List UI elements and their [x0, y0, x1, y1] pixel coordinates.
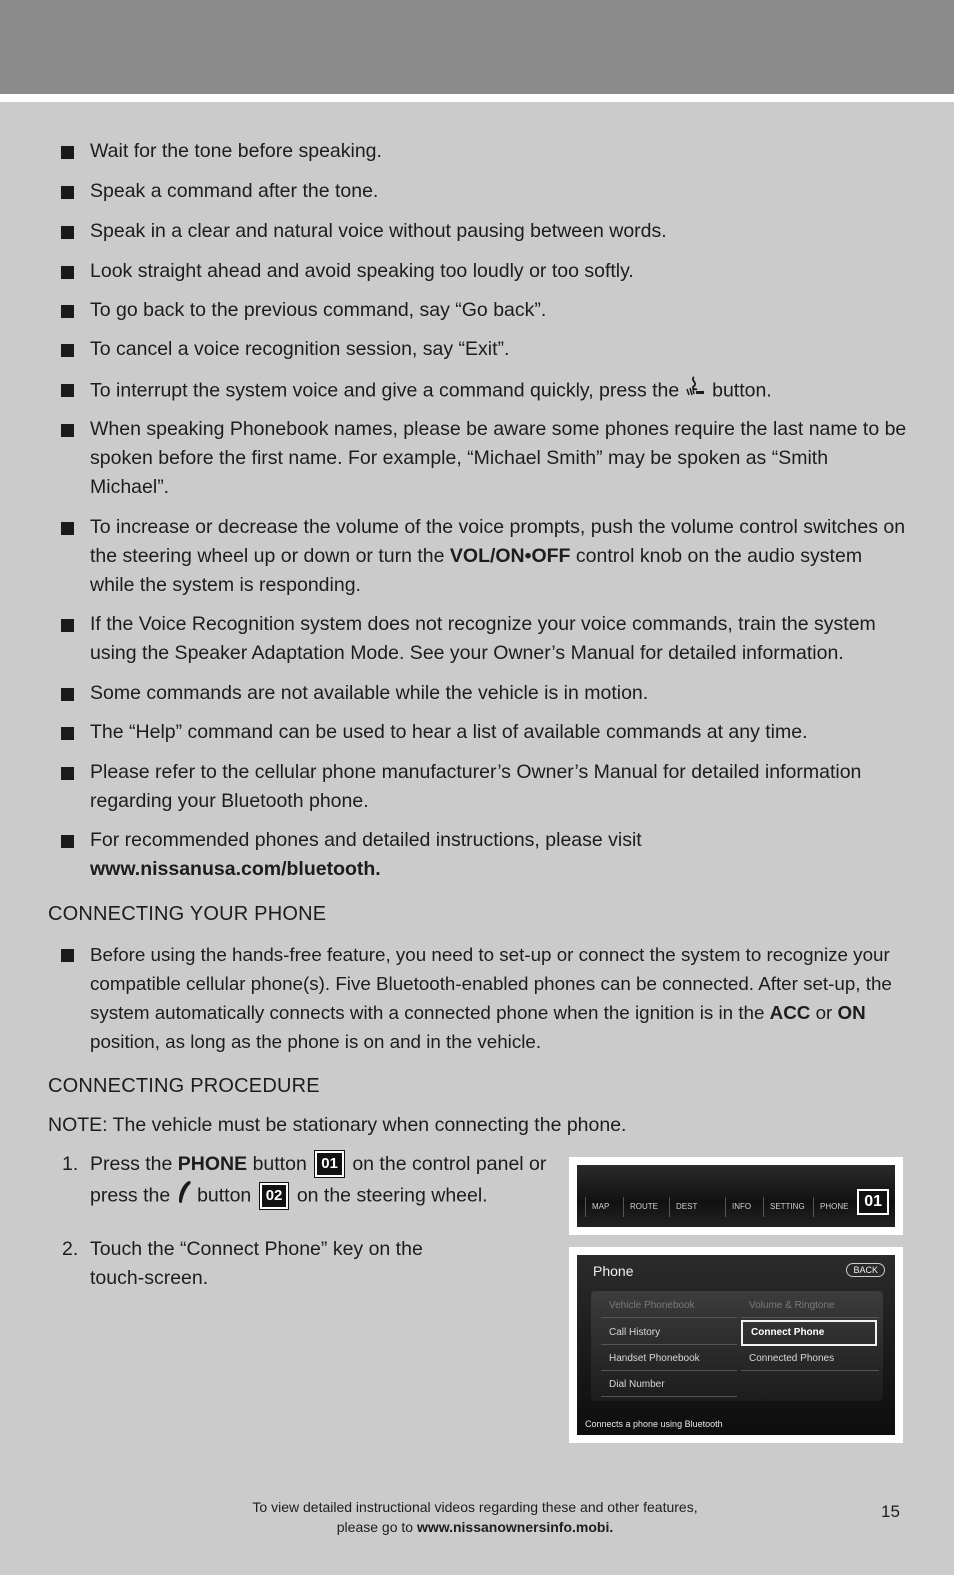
tip-bullet: [90, 940, 905, 1056]
tip-bullet: If the Voice Recognition system does not recognize your voice commands, train the system using the Speaker Adaptation Mode. See your Owner’s Manual for detailed information.: [90, 610, 910, 668]
section-heading-procedure: CONNECTING PROCEDURE: [48, 1075, 320, 1097]
menu-item-handset-phonebook: Handset Phonebook: [601, 1348, 737, 1371]
control-panel-image: [569, 1157, 903, 1235]
callout-badge-02: 02: [260, 1183, 289, 1209]
tip-bullet: [90, 375, 910, 408]
bluetooth-link[interactable]: www.nissanusa.com/bluetooth.: [90, 858, 381, 880]
section-heading-connecting-phone: CONNECTING YOUR PHONE: [48, 903, 327, 925]
menu-item-connected-phones: Connected Phones: [741, 1348, 879, 1371]
step-text: Press the: [90, 1153, 173, 1175]
tip-text: control knob on the audio system while the system is responding.: [90, 545, 863, 596]
menu-item-call-history: Call History: [601, 1322, 737, 1345]
tip-text: or: [815, 1002, 833, 1023]
tip-bullet: [90, 826, 910, 884]
callout-badge-01: 01: [857, 1189, 889, 1215]
menu-item-volume-ringtone: Volume & Ringtone: [741, 1295, 879, 1318]
screen-title: Phone: [593, 1263, 634, 1279]
tip-bullet: [90, 513, 910, 600]
tip-bullet: Speak a command after the tone.: [90, 177, 910, 206]
tip-text: position, as long as the phone is on and in the vehicle.: [90, 1031, 542, 1052]
map-button: MAP: [585, 1197, 609, 1217]
step-1: [62, 1150, 560, 1214]
header-band: [0, 0, 954, 94]
menu-panel: [591, 1291, 883, 1401]
tip-text: For recommended phones and detailed instructions, please visit: [90, 829, 642, 851]
tip-bullet: Please refer to the cellular phone manufacturer’s Owner’s Manual for detailed information regarding your Bluetooth phone.: [90, 758, 910, 816]
owners-info-link[interactable]: www.nissanownersinfo.mobi.: [416, 1519, 614, 1535]
tip-text: To interrupt the system voice and give a command quickly, press the: [90, 379, 680, 402]
route-button: ROUTE: [623, 1197, 658, 1217]
tip-bullet: To cancel a voice recognition session, say “Exit”.: [90, 335, 910, 364]
tip-text: Before using the hands-free feature, you need to set-up or connect the system to recognize your compatible cellular phone(s). Five Bluetooth-enabled phones can be connected. After set-up, the system automatically connects with a connected phone when the ignition is in the: [90, 944, 892, 1023]
step-text: on the control panel or press the: [90, 1153, 547, 1207]
back-button: BACK: [846, 1263, 885, 1277]
control-panel-screen: [577, 1165, 895, 1227]
step-text: button: [252, 1153, 307, 1175]
step-text: on the steering wheel.: [296, 1184, 488, 1207]
callout-badge-01: 01: [315, 1151, 344, 1177]
header-rule: [0, 94, 954, 102]
tip-text: To increase or decrease the volume of the voice prompts, push the volume control switches on the steering wheel up or down or turn the: [90, 516, 906, 567]
knob-label: VOL/ON•OFF: [449, 545, 571, 567]
dest-button: DEST: [669, 1197, 697, 1217]
phone-menu-screen: [577, 1255, 895, 1435]
tip-text: button.: [712, 379, 772, 402]
acc-label: ACC: [769, 1002, 811, 1023]
menu-item-dial-number: Dial Number: [601, 1374, 737, 1397]
step-number: 1.: [62, 1153, 79, 1175]
status-bar: Connects a phone using Bluetooth: [585, 1419, 723, 1429]
footer-note: [200, 1497, 750, 1537]
setting-button: SETTING: [763, 1197, 805, 1217]
menu-item-vehicle-phonebook: Vehicle Phonebook: [601, 1295, 737, 1318]
phone-handset-icon: [176, 1179, 192, 1214]
tip-bullet: The “Help” command can be used to hear a list of available commands at any time.: [90, 718, 910, 747]
step-2: [62, 1235, 470, 1293]
page-number: 15: [881, 1502, 900, 1521]
on-label: ON: [837, 1002, 866, 1023]
note-text: NOTE: The vehicle must be stationary when connecting the phone.: [48, 1114, 627, 1136]
tip-bullet: To go back to the previous command, say “Go back”.: [90, 296, 910, 325]
voice-talk-icon: [685, 375, 707, 408]
footer-line-1: To view detailed instructional videos regarding these and other features,: [252, 1499, 698, 1515]
menu-item-connect-phone: Connect Phone: [741, 1320, 877, 1346]
info-button: INFO: [725, 1197, 751, 1217]
tip-bullet: Some commands are not available while the vehicle is in motion.: [90, 679, 910, 708]
tip-bullet: Look straight ahead and avoid speaking too loudly or too softly.: [90, 257, 910, 286]
phone-menu-image: [569, 1247, 903, 1443]
phone-button: PHONE: [813, 1197, 848, 1217]
step-number: 2.: [62, 1238, 79, 1260]
tip-bullet: Wait for the tone before speaking.: [90, 137, 910, 166]
tip-bullet: Speak in a clear and natural voice without pausing between words.: [90, 217, 910, 246]
phone-button-label: PHONE: [177, 1153, 248, 1175]
tip-bullet: When speaking Phonebook names, please be aware some phones require the last name to be spoken before the first name. For example, “Michael Smith” may be spoken as “Smith Michael”.: [90, 415, 910, 502]
footer-line-2: please go to: [336, 1519, 414, 1535]
step-text: Touch the “Connect Phone” key on the touch-screen.: [90, 1238, 423, 1289]
step-text: button: [197, 1184, 252, 1207]
